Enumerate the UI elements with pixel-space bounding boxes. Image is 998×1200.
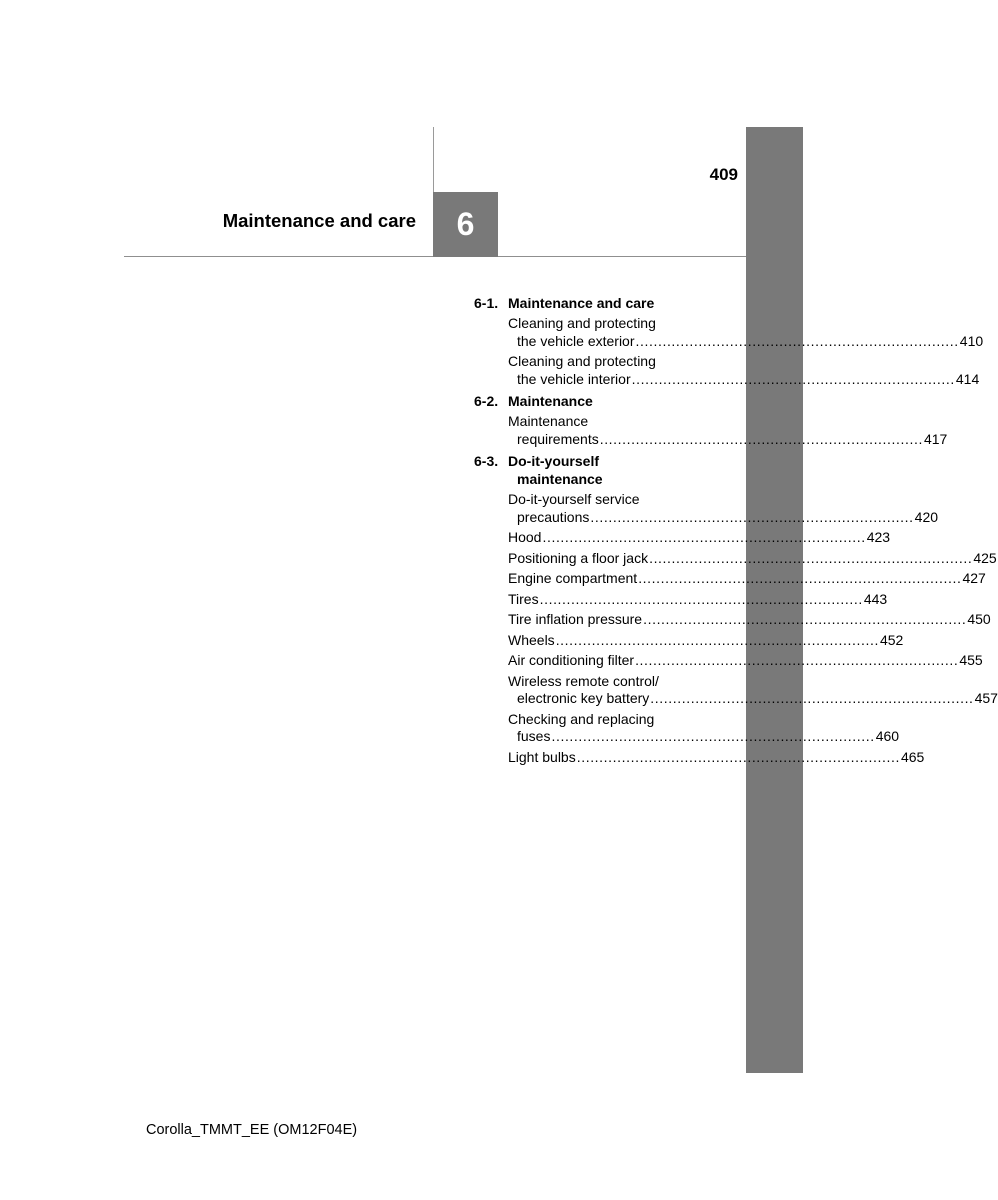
toc-entry[interactable]: Cleaning and protecting the vehicle interior ........................................................................ 414 [508,353,980,387]
entry-lead: Checking and replacing [508,710,655,727]
entry-page: 420 [914,508,939,525]
toc-section-6-2[interactable] [474,392,706,410]
toc-entry[interactable]: Maintenance requirements ........................................................................ 417 [508,413,948,447]
section-number: 6-3. [474,453,499,469]
entry-lead: Cleaning and protecting [508,353,656,369]
entry-page: 427 [962,570,986,586]
entry-page: 457 [974,690,998,706]
entry-text: fuses [517,728,551,744]
entry-text: Wheels [508,631,555,648]
chapter-number-box [433,192,498,257]
section-title-continued: maintenance [517,471,603,487]
entry-text: Hood [508,529,542,545]
entry-text: Tires [508,590,539,607]
entry-lead: Cleaning and protecting [508,315,656,331]
table-of-contents [474,294,998,766]
toc-entry[interactable]: Checking and replacing fuses ........................................................................ 460 [508,710,900,744]
toc-entry[interactable]: Wheels ........................................................................ 452 [508,631,904,648]
section-number: 6-2. [474,393,499,409]
toc-entry[interactable]: Tire inflation pressure ........................................................................ 450 [508,611,991,627]
entry-text: Engine compartment [508,570,638,586]
entry-page: 417 [923,430,948,447]
page-number: 409 [709,165,738,184]
toc-entry[interactable]: Tires ........................................................................ 443 [508,590,888,607]
entry-page: 414 [955,370,980,387]
entry-lead: Wireless remote control/ [508,672,659,689]
toc-section-6-1[interactable] [474,294,706,312]
entry-text: requirements [517,430,599,447]
entry-page: 423 [866,529,891,545]
chapter-number: 6 [456,206,475,242]
footer-document-id: Corolla_TMMT_EE (OM12F04E) [146,1122,358,1138]
entry-text: precautions [517,508,590,525]
entry-text: Positioning a floor jack [508,549,649,566]
entry-page: 425 [973,549,997,566]
section-title: Do-it-yourself [508,453,599,469]
entry-page: 460 [875,728,900,744]
toc-entry[interactable]: Cleaning and protecting the vehicle exterior ........................................................................ 410 [508,315,984,349]
entry-lead: Maintenance [508,413,589,429]
entry-text: Tire inflation pressure [508,611,643,627]
entry-page: 443 [863,590,888,607]
entry-page: 450 [967,611,991,627]
toc-entry[interactable]: Engine compartment ........................................................................ 427 [508,570,986,586]
toc-entry[interactable]: Light bulbs ........................................................................ 465 [508,748,925,765]
toc-entry[interactable]: Hood ........................................................................ 423 [508,529,891,545]
entry-page: 455 [959,652,983,668]
entry-text: electronic key battery [517,690,650,706]
entry-text: the vehicle interior [517,370,631,387]
chapter-title: Maintenance and care [222,210,416,231]
toc-entry[interactable]: Air conditioning filter ........................................................................ 455 [508,652,983,668]
toc-entry[interactable]: Do-it-yourself service precautions ........................................................................ 420 [508,491,939,525]
entry-text: Air conditioning filter [508,652,635,668]
section-title: Maintenance and care [508,295,655,311]
toc-section-6-3[interactable] [474,452,706,488]
entry-page: 410 [959,332,984,349]
toc-entry[interactable]: Positioning a floor jack ........................................................................ 425 [508,549,997,566]
toc-entry[interactable]: Wireless remote control/ electronic key battery ........................................................................ 457 [508,672,998,706]
entry-lead: Do-it-yourself service [508,491,640,507]
entry-page: 465 [900,748,925,765]
entry-text: Light bulbs [508,748,576,765]
entry-text: the vehicle exterior [517,332,635,349]
section-title: Maintenance [508,393,593,409]
entry-page: 452 [879,631,904,648]
section-number: 6-1. [474,295,499,311]
